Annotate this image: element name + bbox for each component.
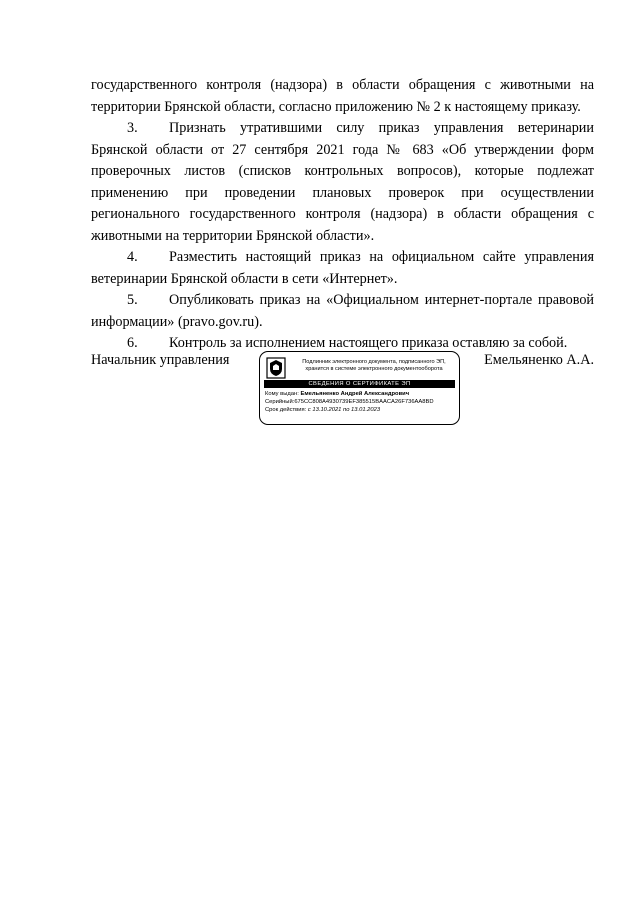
signature-block bbox=[91, 348, 594, 432]
item-text: Опубликовать приказ на «Официальном интернет-портале правовой информации» (pravo.gov.ru). bbox=[91, 292, 594, 330]
item-text: Контроль за исполнением настоящего приказа оставляю за собой. bbox=[169, 335, 568, 351]
certificate-owner: Кому выдан: Емельяненко Андрей Александрович bbox=[265, 391, 410, 397]
paragraph-continuation: государственного контроля (надзора) в области обращения с животными на территории Брянской области, согласно приложению № 2 к настоящему приказу. bbox=[91, 77, 594, 115]
item-number: 6. bbox=[127, 335, 138, 351]
signer-name: Емельяненко А.А. bbox=[484, 352, 594, 368]
item-number: 3. bbox=[127, 120, 138, 136]
paragraph-item-5 bbox=[91, 290, 594, 333]
paragraph-item-4 bbox=[91, 247, 594, 290]
certificate-bar: СВЕДЕНИЯ О СЕРТИФИКАТЕ ЭП bbox=[264, 380, 455, 388]
document-body bbox=[91, 75, 594, 355]
paragraph-item-3 bbox=[91, 118, 594, 247]
certificate-validity: Срок действия: с 13.10.2021 по 13.01.2023 bbox=[265, 407, 381, 413]
item-number: 5. bbox=[127, 292, 138, 308]
certificate-serial: Серийный:675CC808A4930739EF385515BAACA26F736AA8BD bbox=[265, 399, 434, 405]
coat-of-arms-icon bbox=[266, 357, 286, 379]
stamp-header: Подлинник электронного документа, подписанного ЭП, хранится в системе электронного документооборота bbox=[302, 359, 446, 372]
signer-position: Начальник управления bbox=[91, 352, 230, 368]
item-text: Признать утратившими силу приказ управления ветеринарии Брянской области от 27 сентября 2021 года № 683 «Об утверждении форм проверочных листов (списков контрольных вопросов), которые подлежат применению при проведении плановых проверок при осуществлении регионального государственного контроля (надзора) в области обращения с животными на территории Брянской области». bbox=[91, 120, 594, 244]
item-number: 4. bbox=[127, 249, 138, 265]
item-text: Разместить настоящий приказ на официальном сайте управления ветеринарии Брянской области в сети «Интернет». bbox=[91, 249, 594, 287]
electronic-signature-stamp bbox=[259, 351, 460, 425]
